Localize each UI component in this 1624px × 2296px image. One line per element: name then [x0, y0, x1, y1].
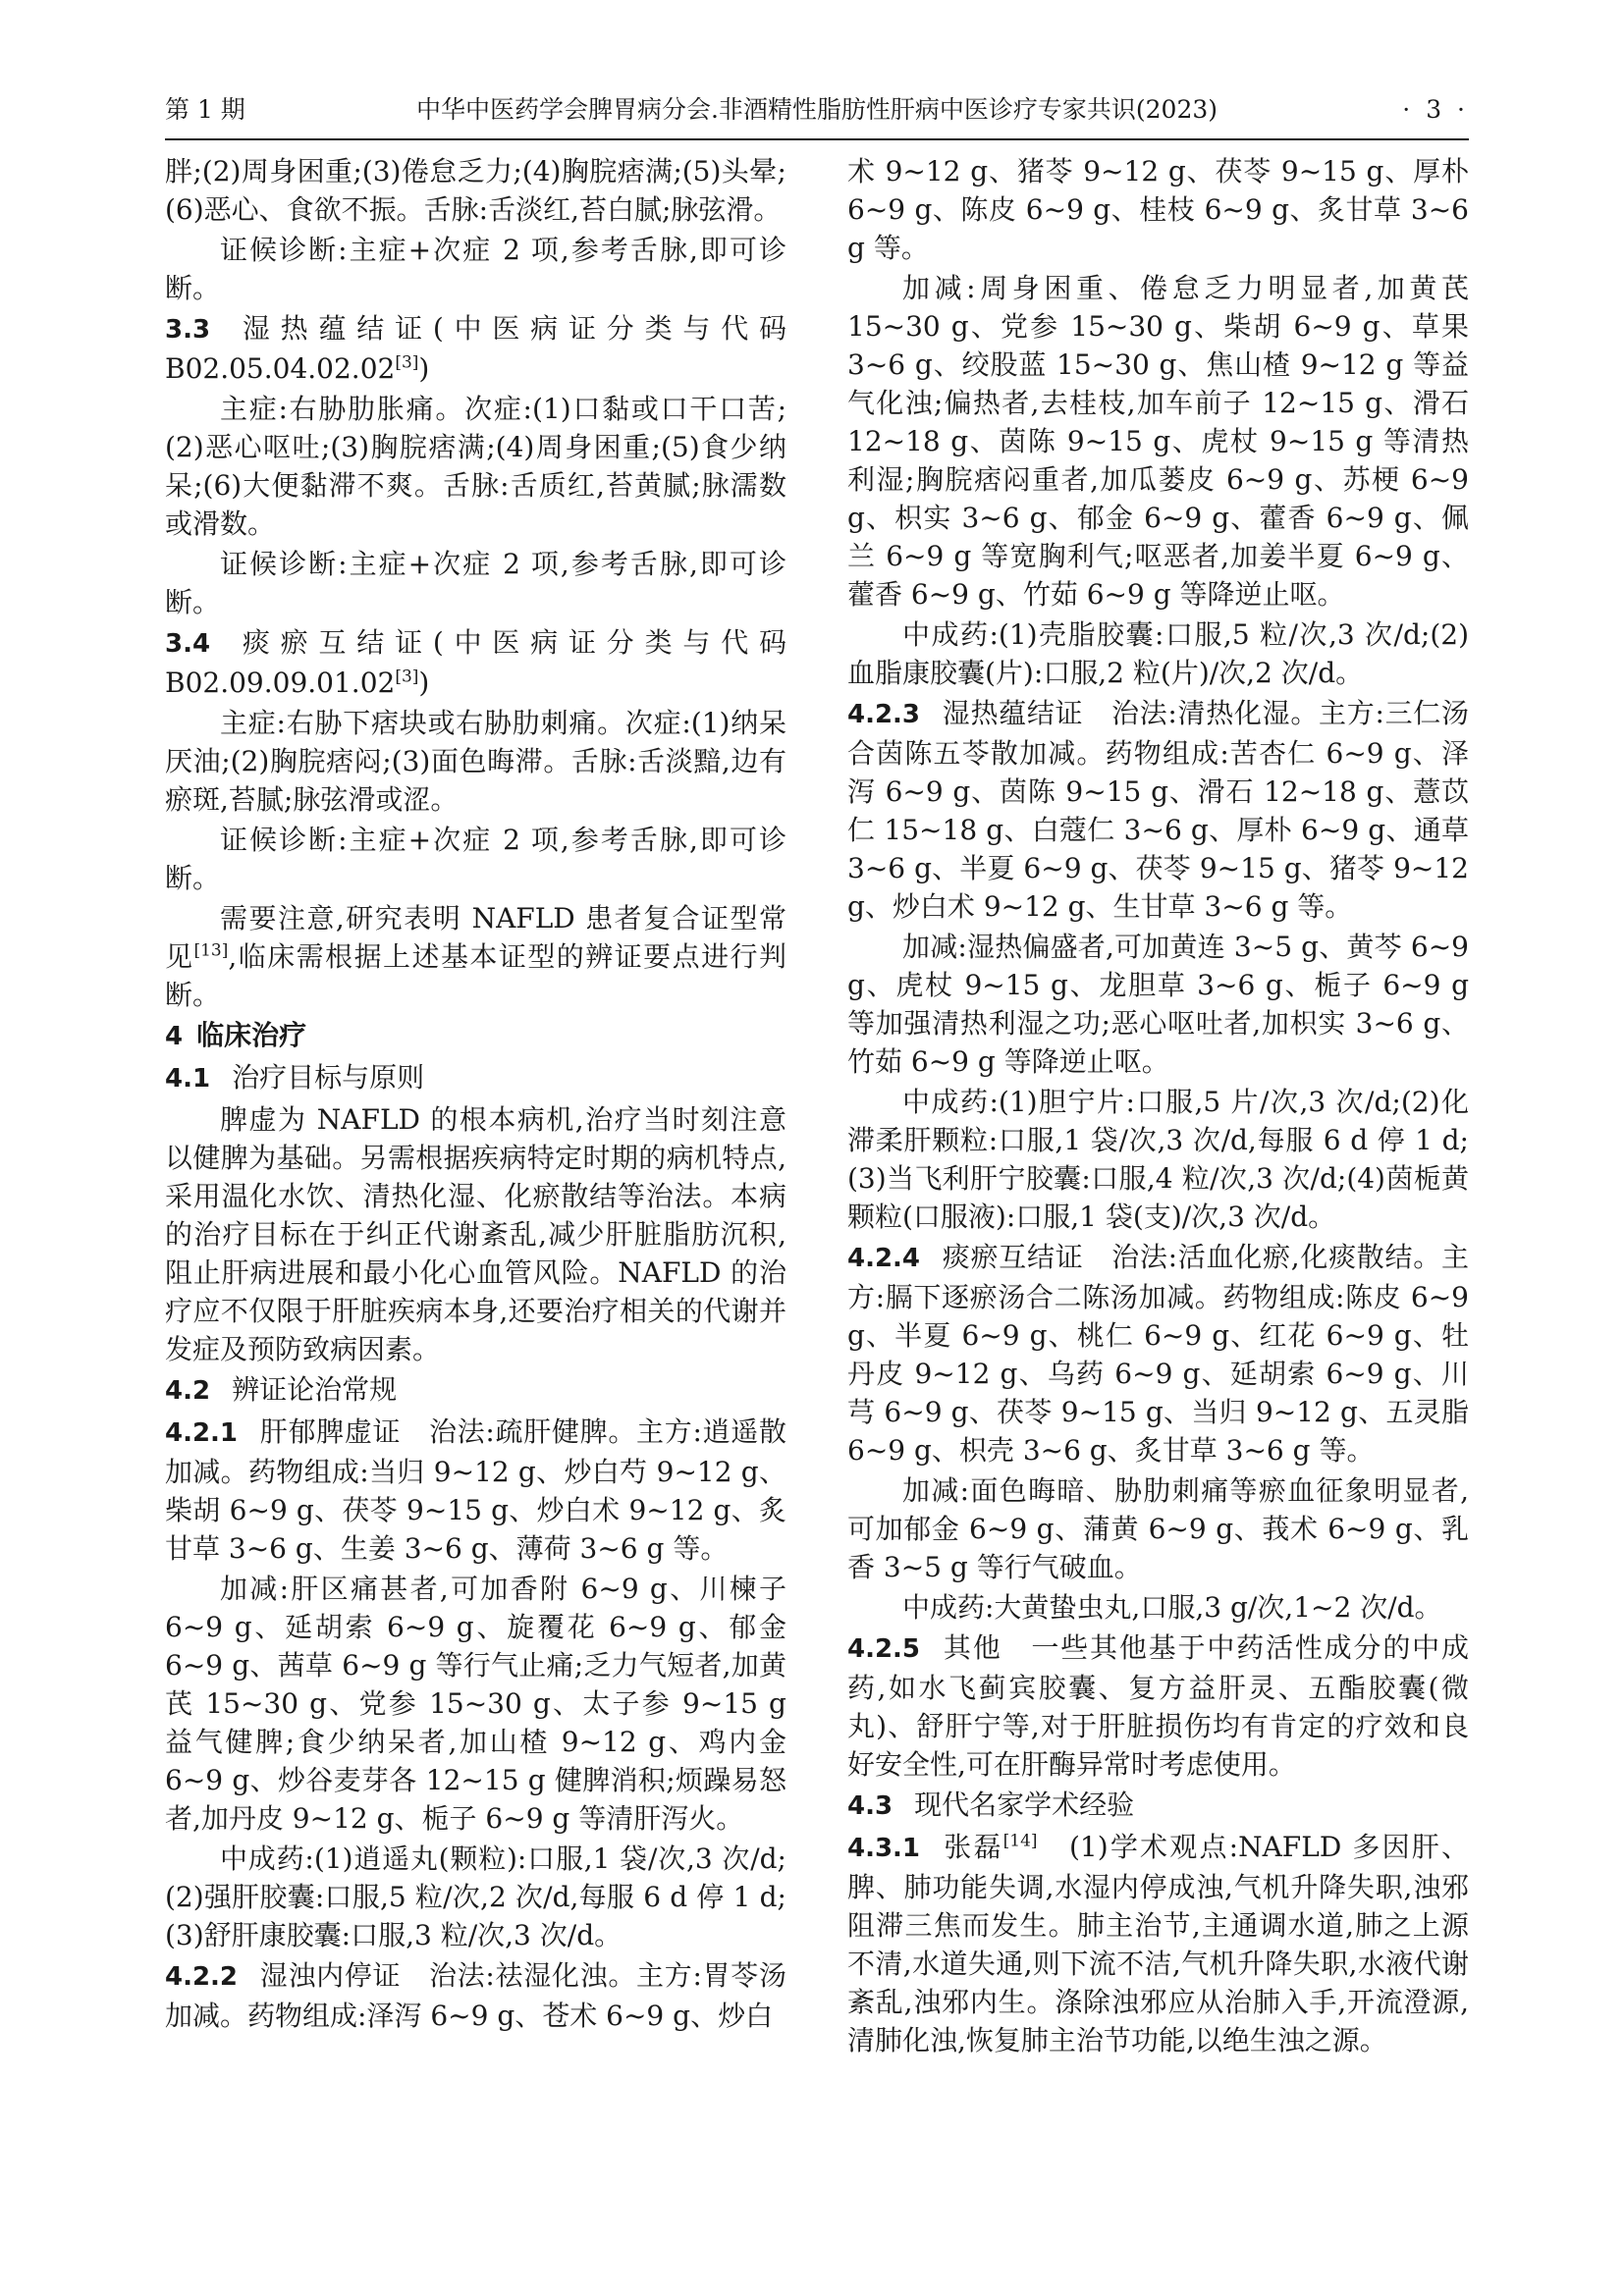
- section-heading-3-4: [165, 623, 786, 702]
- section-number: 3.3: [165, 315, 211, 345]
- header-rule: [165, 138, 1469, 140]
- section-number: 4.2: [165, 1376, 211, 1406]
- issue-number: 第 1 期: [165, 95, 245, 124]
- paragraph: 主症:右胁下痞块或右胁肋刺痛。次症:(1)纳呆厌油;(2)胸脘痞闷;(3)面色晦滞。舌脉:舌淡黯,边有瘀斑,苔腻;脉弦滑或涩。: [165, 707, 786, 816]
- paragraph: 中成药:大黄蛰虫丸,口服,3 g/次,1~2 次/d。: [902, 1591, 1442, 1624]
- section-number: 4.3.1: [847, 1834, 921, 1863]
- section-heading-4-3-1: [847, 1828, 1469, 2059]
- section-title-close: ): [418, 667, 430, 699]
- section-body: 痰瘀互结证 治法:活血化瘀,化痰散结。主方:膈下逐瘀汤合二陈汤加减。药物组成:陈皮 6~9 g、半夏 6~9 g、桃仁 6~9 g、红花 6~9 g、牡丹皮 9~12 g、乌药 6~9 g、延胡索 6~9 g、川芎 6~9 g、茯苓 9~15 g、当归 9~12 g、五灵脂 6~9 g、枳壳 3~6 g、炙甘草 3~6 g 等。: [847, 1241, 1469, 1467]
- paragraph: 胖;(2)周身困重;(3)倦怠乏力;(4)胸脘痞满;(5)头晕;(6)恶心、食欲不振。舌脉:舌淡红,苔白腻;脉弦滑。: [165, 155, 786, 226]
- page-number: · 3 ·: [1402, 95, 1469, 124]
- section-number: 4.3: [847, 1791, 893, 1821]
- paragraph: 主症:右胁肋胀痛。次症:(1)口黏或口干口苦;(2)恶心呕吐;(3)胸脘痞满;(4)周身困重;(5)食少纳呆;(6)大便黏滞不爽。舌脉:舌质红,苔黄腻;脉濡数或滑数。: [165, 393, 786, 540]
- paragraph-text: ,临床需根据上述基本证型的辨证要点进行判断。: [165, 940, 786, 1011]
- expert-name: 张磊: [942, 1831, 1003, 1863]
- section-heading-4-2-2: [165, 1956, 786, 2035]
- paragraph: 加减:肝区痛甚者,可加香附 6~9 g、川楝子 6~9 g、延胡索 6~9 g、旋覆花 6~9 g、郁金 6~9 g、茜草 6~9 g 等行气止痛;乏力气短者,加黄芪 15~30 g、党参 15~30 g、太子参 9~15 g 益气健脾;食少纳呆者,加山楂 9~12 g、鸡内金 6~9 g、炒谷麦芽各 12~15 g 健脾消积;烦躁易怒者,加丹皮 9~12 g、栀子 6~9 g 等清肝泻火。: [165, 1573, 786, 1835]
- section-number: 4: [165, 1022, 184, 1051]
- section-title: 湿热蕴结证(中医病证分类与代码 B02.05.04.02.02: [165, 312, 786, 385]
- section-heading-4-1: [165, 1058, 786, 1098]
- section-number: 4.1: [165, 1064, 211, 1094]
- section-title-close: ): [418, 352, 430, 385]
- paragraph-text: 需要注意,研究表明 NAFLD 患者复合证型常见: [165, 902, 786, 973]
- section-heading-4-3: [847, 1786, 1469, 1826]
- paragraph: 证候诊断:主症+次症 2 项,参考舌脉,即可诊断。: [165, 234, 786, 304]
- section-body: 其他 一些其他基于中药活性成分的中成药,如水飞蓟宾胶囊、复方益肝灵、五酯胶囊(微丸)、舒肝宁等,对于肝脏损伤均有肯定的疗效和良好安全性,可在肝酶异常时考虑使用。: [847, 1631, 1469, 1781]
- section-heading-4: [165, 1016, 786, 1056]
- section-body: 湿浊内停证 治法:祛湿化浊。主方:胃苓汤加减。药物组成:泽泻 6~9 g、苍术 6~9 g、炒白: [165, 1959, 786, 2032]
- paragraph: 证候诊断:主症+次症 2 项,参考舌脉,即可诊断。: [165, 824, 786, 894]
- left-column: [165, 152, 786, 2204]
- section-heading-4-2-3: [847, 694, 1469, 926]
- citation: [3]: [395, 667, 419, 687]
- paragraph: [165, 899, 786, 1014]
- section-number: 4.2.5: [847, 1634, 921, 1664]
- paragraph: 中成药:(1)逍遥丸(颗粒):口服,1 袋/次,3 次/d;(2)强肝胶囊:口服,5 粒/次,2 次/d,每服 6 d 停 1 d;(3)舒肝康胶囊:口服,3 粒/次,3 次/d。: [165, 1842, 786, 1951]
- section-title: 现代名家学术经验: [914, 1789, 1135, 1821]
- section-heading-4-2: [165, 1370, 786, 1411]
- paragraph: 加减:湿热偏盛者,可加黄连 3~5 g、黄芩 6~9 g、虎杖 9~15 g、龙胆草 3~6 g、栀子 6~9 g 等加强清热利湿之功;恶心呕吐者,加枳实 3~6 g、竹茹 6~9 g 等降逆止呕。: [847, 931, 1469, 1078]
- section-title: 治疗目标与原则: [232, 1061, 425, 1094]
- section-heading-3-3: [165, 309, 786, 388]
- paragraph: 中成药:(1)壳脂胶囊:口服,5 粒/次,3 次/d;(2)血脂康胶囊(片):口服,2 粒(片)/次,2 次/d。: [847, 618, 1469, 689]
- citation: [3]: [395, 352, 419, 373]
- paragraph: 加减:周身困重、倦怠乏力明显者,加黄芪 15~30 g、党参 15~30 g、柴胡 6~9 g、草果 3~6 g、绞股蓝 15~30 g、焦山楂 9~12 g 等益气化浊;偏热者,去桂枝,加车前子 12~15 g、滑石 12~18 g、茵陈 9~15 g、虎杖 9~15 g 等清热利湿;胸脘痞闷重者,加瓜蒌皮 6~9 g、苏梗 6~9 g、枳实 3~6 g、郁金 6~9 g、藿香 6~9 g、佩兰 6~9 g 等宽胸利气;呕恶者,加姜半夏 6~9 g、藿香 6~9 g、竹茹 6~9 g 等降逆止呕。: [847, 272, 1469, 611]
- running-header: [165, 90, 1469, 130]
- section-title: 辨证论治常规: [232, 1373, 398, 1406]
- section-number: 4.2.3: [847, 700, 921, 729]
- section-title: 临床治疗: [196, 1019, 307, 1051]
- section-body: (1)学术观点:NAFLD 多因肝、脾、肺功能失调,水湿内停成浊,气机升降失职,浊邪阻滞三焦而发生。肺主治节,主通调水道,肺之上源不清,水道失通,则下流不洁,气机升降失职,水液代谢紊乱,浊邪内生。涤除浊邪应从治肺入手,开流澄源,清肺化浊,恢复肺主治节功能,以绝生浊之源。: [847, 1831, 1469, 2056]
- section-number: 4.2.4: [847, 1244, 921, 1273]
- section-title: 痰瘀互结证(中医病证分类与代码 B02.09.09.01.02: [165, 626, 786, 699]
- section-heading-4-2-4: [847, 1238, 1469, 1469]
- paragraph: 加减:面色晦暗、胁肋刺痛等瘀血征象明显者,可加郁金 6~9 g、蒲黄 6~9 g、莪术 6~9 g、乳香 3~5 g 等行气破血。: [847, 1474, 1469, 1583]
- section-heading-4-2-1: [165, 1413, 786, 1568]
- paragraph: 证候诊断:主症+次症 2 项,参考舌脉,即可诊断。: [165, 548, 786, 618]
- paragraph: 中成药:(1)胆宁片:口服,5 片/次,3 次/d;(2)化滞柔肝颗粒:口服,1 袋/次,3 次/d,每服 6 d 停 1 d;(3)当飞利肝宁胶囊:口服,4 粒/次,3 次/d;(4)茵栀黄颗粒(口服液):口服,1 袋(支)/次,3 次/d。: [847, 1086, 1469, 1233]
- section-number: 3.4: [165, 629, 211, 659]
- section-body: 肝郁脾虚证 治法:疏肝健脾。主方:逍遥散加减。药物组成:当归 9~12 g、炒白芍 9~12 g、柴胡 6~9 g、茯苓 9~15 g、炒白术 9~12 g、炙甘草 3~6 g、生姜 3~6 g、薄荷 3~6 g 等。: [165, 1415, 786, 1565]
- section-body: 湿热蕴结证 治法:清热化湿。主方:三仁汤合茵陈五苓散加减。药物组成:苦杏仁 6~9 g、泽泻 6~9 g、茵陈 9~15 g、滑石 12~18 g、薏苡仁 15~18 g、白蔻仁 3~6 g、厚朴 6~9 g、通草 3~6 g、半夏 6~9 g、茯苓 9~15 g、猪苓 9~12 g、炒白术 9~12 g、生甘草 3~6 g 等。: [847, 697, 1469, 923]
- citation: [13]: [193, 940, 229, 961]
- paragraph: 脾虚为 NAFLD 的根本病机,治疗当时刻注意以健脾为基础。另需根据疾病特定时期的病机特点,采用温化水饮、清热化湿、化瘀散结等治法。本病的治疗目标在于纠正代谢紊乱,减少肝脏脂肪沉积,阻止肝病进展和最小化心血管风险。NAFLD 的治疗应不仅限于肝脏疾病本身,还要治疗相关的代谢并发症及预防致病因素。: [165, 1103, 786, 1365]
- paragraph: 术 9~12 g、猪苓 9~12 g、茯苓 9~15 g、厚朴 6~9 g、陈皮 6~9 g、桂枝 6~9 g、炙甘草 3~6 g 等。: [847, 155, 1469, 264]
- section-number: 4.2.2: [165, 1962, 239, 1992]
- right-column: [847, 152, 1469, 2204]
- citation: [14]: [1002, 1831, 1038, 1851]
- running-title: 中华中医药学会脾胃病分会.非酒精性脂肪性肝病中医诊疗专家共识(2023): [415, 95, 1218, 124]
- section-heading-4-2-5: [847, 1629, 1469, 1784]
- section-number: 4.2.1: [165, 1418, 239, 1448]
